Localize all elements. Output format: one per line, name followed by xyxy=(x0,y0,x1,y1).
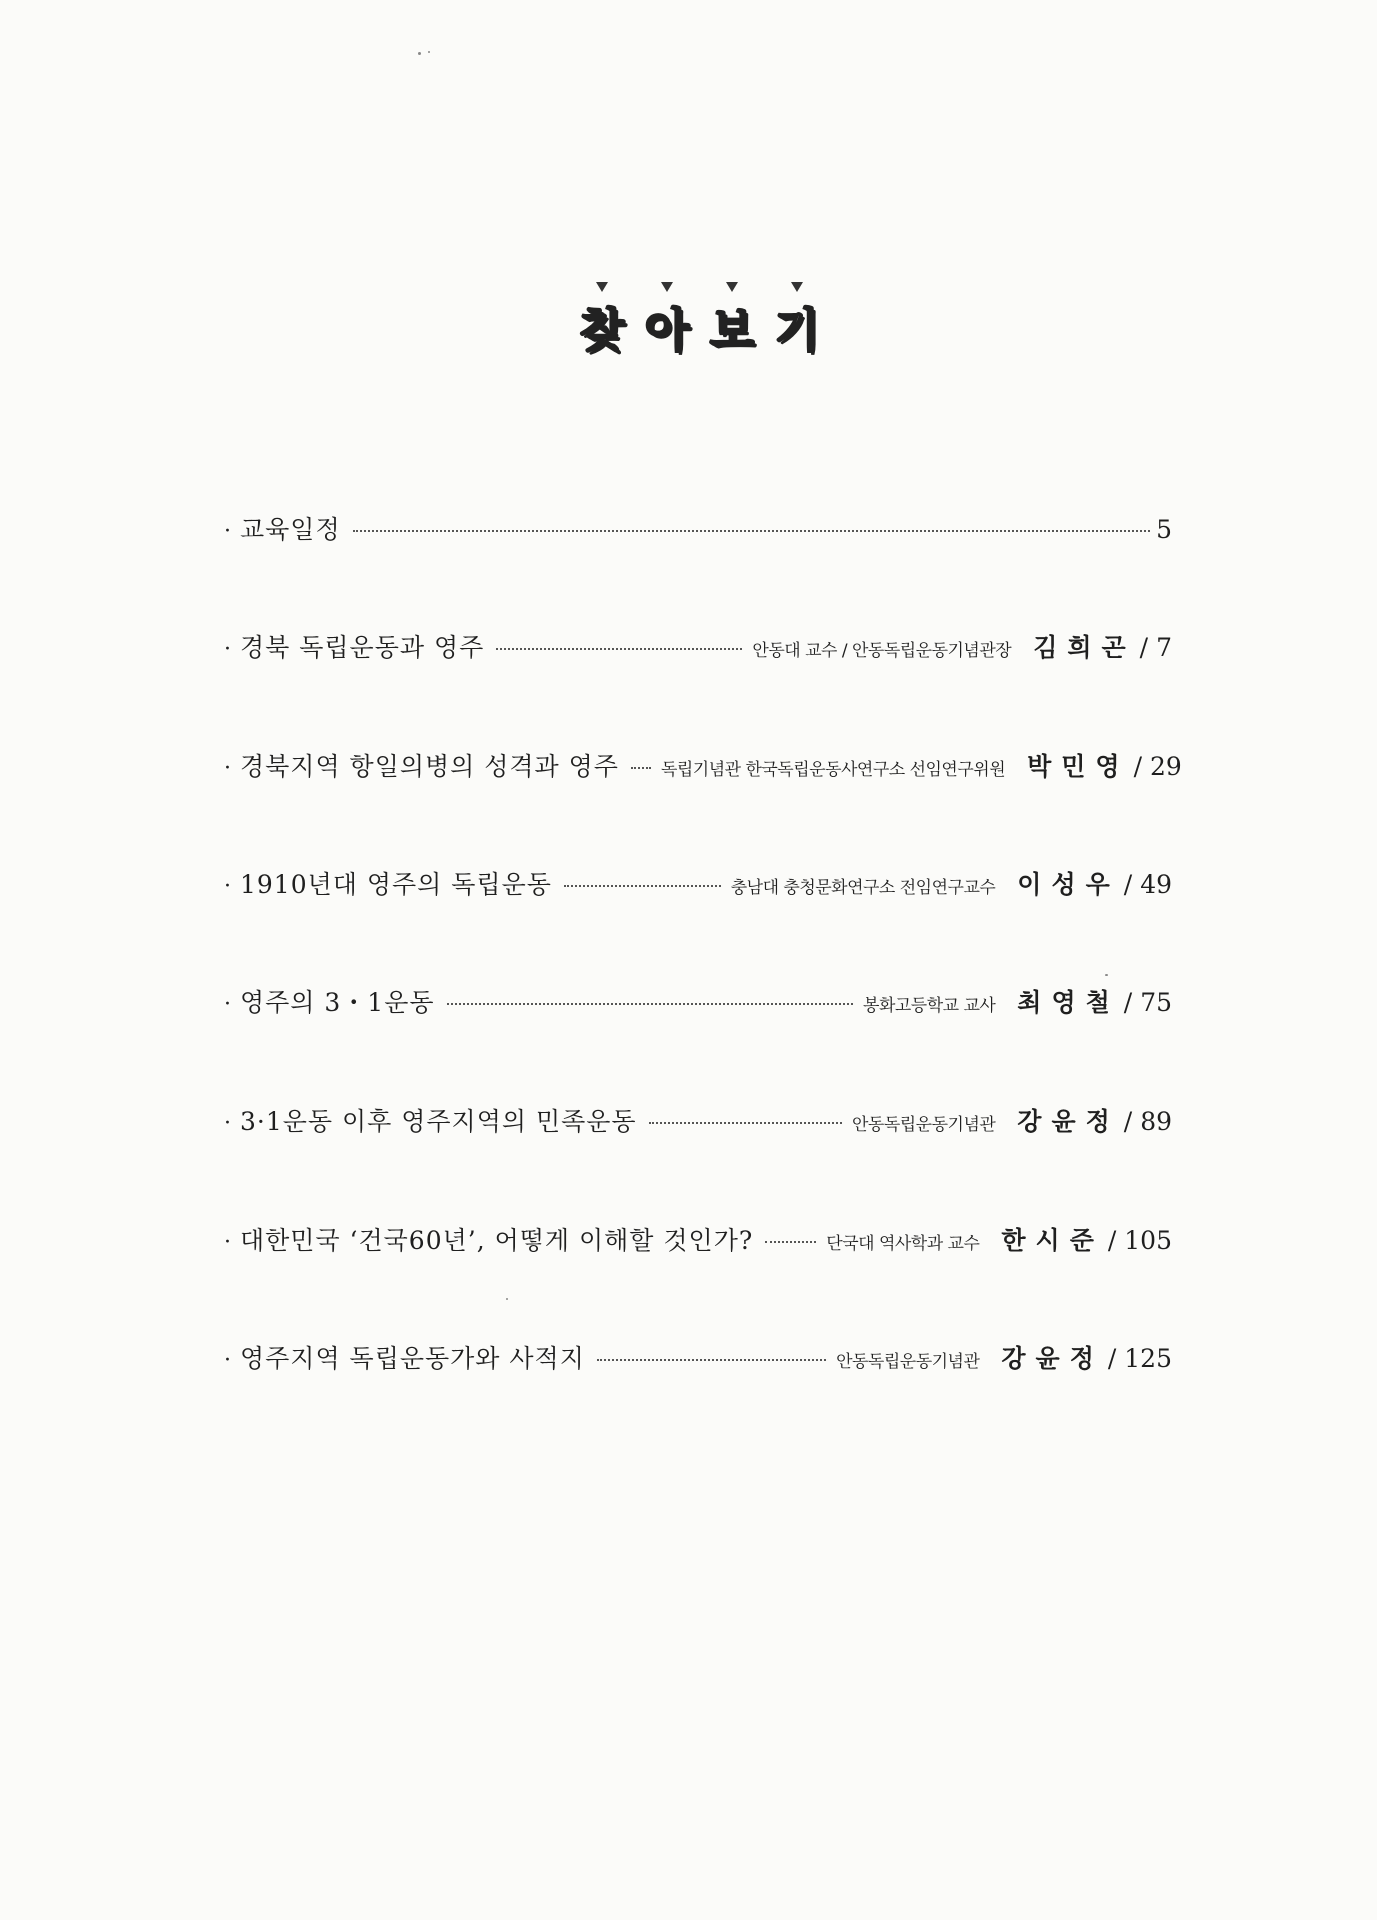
bullet-icon: · xyxy=(224,874,231,899)
separator: / xyxy=(1123,988,1133,1017)
dot-leader xyxy=(631,767,651,769)
scan-speck xyxy=(428,51,430,53)
dot-leader xyxy=(765,1241,816,1243)
entry-title: 경북지역 항일의병의 성격과 영주 xyxy=(240,752,619,781)
author-affiliation: 단국대 역사학과 교수 xyxy=(826,1234,980,1254)
title-char xyxy=(767,282,827,358)
separator: / xyxy=(1133,752,1143,781)
entry-title: 교육일정 xyxy=(240,515,341,544)
toc-entry[interactable] xyxy=(224,865,1172,905)
page-number: 49 xyxy=(1140,870,1172,899)
author-name: 강윤정 xyxy=(1017,1107,1120,1136)
toc-entry[interactable] xyxy=(224,1221,1172,1261)
title-glyph: 기 xyxy=(774,303,820,357)
toc-entry[interactable] xyxy=(224,1339,1172,1379)
dot-leader xyxy=(649,1122,842,1124)
dot-leader xyxy=(496,648,742,650)
toc-entry[interactable] xyxy=(224,983,1172,1023)
author-affiliation: 독립기념관 한국독립운동사연구소 선임연구위원 xyxy=(660,760,1006,780)
toc-entry[interactable] xyxy=(224,510,1172,550)
triangle-marker-icon xyxy=(791,282,803,292)
page-number: 7 xyxy=(1156,633,1172,662)
author-affiliation: 안동독립운동기념관 xyxy=(851,1115,996,1135)
bullet-icon: · xyxy=(224,637,231,662)
title-glyph: 보 xyxy=(709,303,755,357)
triangle-marker-icon xyxy=(661,282,673,292)
bullet-icon: · xyxy=(224,992,231,1017)
entry-title: 영주지역 독립운동가와 사적지 xyxy=(240,1344,585,1373)
bullet-icon: · xyxy=(224,1230,231,1255)
toc-entry[interactable] xyxy=(224,1102,1172,1142)
bullet-icon: · xyxy=(224,519,231,544)
scan-speck xyxy=(418,52,421,55)
separator: / xyxy=(1123,1107,1133,1136)
author-name: 최영철 xyxy=(1017,988,1120,1017)
title-glyph: 아 xyxy=(644,303,690,357)
separator: / xyxy=(1107,1344,1117,1373)
dot-leader xyxy=(353,530,1150,532)
toc-entry[interactable] xyxy=(224,628,1172,668)
page-number: 89 xyxy=(1140,1107,1172,1136)
triangle-marker-icon xyxy=(726,282,738,292)
separator: / xyxy=(1123,870,1133,899)
dot-leader xyxy=(564,885,721,887)
title-glyph: 찾 xyxy=(579,303,625,357)
separator: / xyxy=(1139,633,1149,662)
author-name: 강윤정 xyxy=(1001,1344,1104,1373)
separator: / xyxy=(1107,1226,1117,1255)
entry-title: 1910년대 영주의 독립운동 xyxy=(240,870,552,899)
title-char xyxy=(702,282,762,358)
author-affiliation: 봉화고등학교 교사 xyxy=(863,996,996,1016)
page-number: 5 xyxy=(1156,515,1172,544)
page-number: 75 xyxy=(1140,988,1172,1017)
entry-title: 3·1운동 이후 영주지역의 민족운동 xyxy=(240,1107,637,1136)
page-number: 125 xyxy=(1124,1344,1172,1373)
page-number: 29 xyxy=(1150,752,1182,781)
author-affiliation: 안동대 교수 / 안동독립운동기념관장 xyxy=(752,641,1012,661)
bullet-icon: · xyxy=(224,1348,231,1373)
page-number: 105 xyxy=(1124,1226,1172,1255)
scan-speck xyxy=(506,1298,508,1300)
author-affiliation: 충남대 충청문화연구소 전임연구교수 xyxy=(730,878,996,898)
bullet-icon: · xyxy=(224,1111,231,1136)
dot-leader xyxy=(447,1003,854,1005)
bullet-icon: · xyxy=(224,756,231,781)
author-affiliation: 안동독립운동기념관 xyxy=(836,1352,980,1372)
entry-title: 영주의 3・1운동 xyxy=(240,988,435,1017)
index-title xyxy=(0,282,1377,402)
author-name: 이성우 xyxy=(1017,870,1120,899)
author-name: 박민영 xyxy=(1027,752,1130,781)
toc-entry[interactable] xyxy=(224,747,1182,787)
author-name: 한시준 xyxy=(1001,1226,1104,1255)
author-name: 김희곤 xyxy=(1033,633,1136,662)
title-char xyxy=(637,282,697,358)
title-char xyxy=(572,282,632,358)
entry-title: 대한민국 ‘건국60년’, 어떻게 이해할 것인가? xyxy=(240,1226,754,1255)
scan-speck xyxy=(1105,974,1108,976)
dot-leader xyxy=(597,1359,826,1361)
triangle-marker-icon xyxy=(596,282,608,292)
entry-title: 경북 독립운동과 영주 xyxy=(240,633,485,662)
